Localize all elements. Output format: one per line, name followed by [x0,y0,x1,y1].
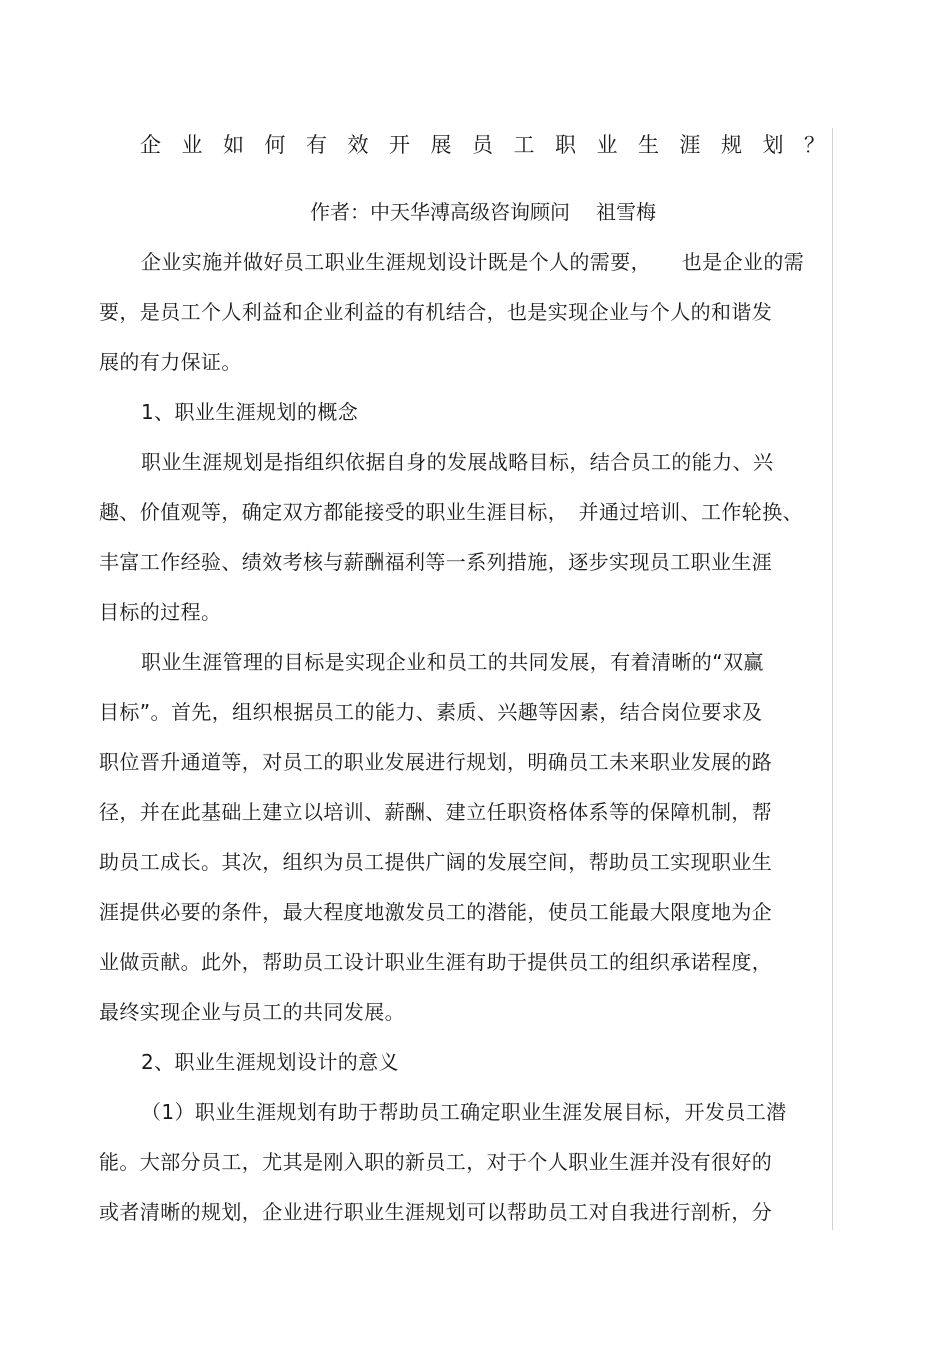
author-line [310,196,656,228]
body-line: 职业生涯管理的目标是实现企业和员工的共同发展，有着清晰的“双赢 [141,650,764,674]
body-line: 丰富工作经验、绩效考核与薪酬福利等一系列措施，逐步实现员工职业生涯 [99,550,773,574]
body-line: 目标”。首先，组织根据员工的能力、素质、兴趣等因素，结合岗位要求及 [99,700,763,724]
margin-rule [832,128,833,1230]
section-heading: 2、职业生涯规划设计的意义 [141,1050,399,1074]
author-name: 祖雪梅 [596,200,656,224]
body-line: 或者清晰的规划，企业进行职业生涯规划可以帮助员工对自我进行剖析，分 [99,1200,773,1224]
document-title: 企业如何有效开展员工职业生涯规划？ [140,133,846,157]
section-heading: 1、职业生涯规划的概念 [141,400,359,424]
body-line: 企业实施并做好员工职业生涯规划设计既是个人的需要， 也是企业的需 [141,250,805,274]
body-line: 能。大部分员工，尤其是刚入职的新员工，对于个人职业生涯并没有很好的 [99,1150,773,1174]
body-line: 趣、价值观等，确定双方都能接受的职业生涯目标， 并通过培训、工作轮换、 [99,500,803,524]
body-line: 展的有力保证。 [99,350,242,374]
body-line: （1）职业生涯规划有助于帮助员工确定职业生涯发展目标，开发员工潜 [141,1100,787,1124]
body-line: 业做贡献。此外，帮助员工设计职业生涯有助于提供员工的组织承诺程度， [99,950,773,974]
body-line: 径，并在此基础上建立以培训、薪酬、建立任职资格体系等的保障机制，帮 [99,800,773,824]
body-line: 助员工成长。其次，组织为员工提供广阔的发展空间，帮助员工实现职业生 [99,850,773,874]
body-line: 涯提供必要的条件，最大程度地激发员工的潜能，使员工能最大限度地为企 [99,900,773,924]
author-label: 作者：中天华溥高级咨询顾问 [310,200,570,224]
body-line: 职位晋升通道等，对员工的职业发展进行规划，明确员工未来职业发展的路 [99,750,773,774]
body-line: 最终实现企业与员工的共同发展。 [99,1000,405,1024]
body-line: 职业生涯规划是指组织依据自身的发展战略目标，结合员工的能力、兴 [141,450,774,474]
body-line: 要，是员工个人利益和企业利益的有机结合，也是实现企业与个人的和谐发 [99,300,773,324]
body-line: 目标的过程。 [99,600,222,624]
